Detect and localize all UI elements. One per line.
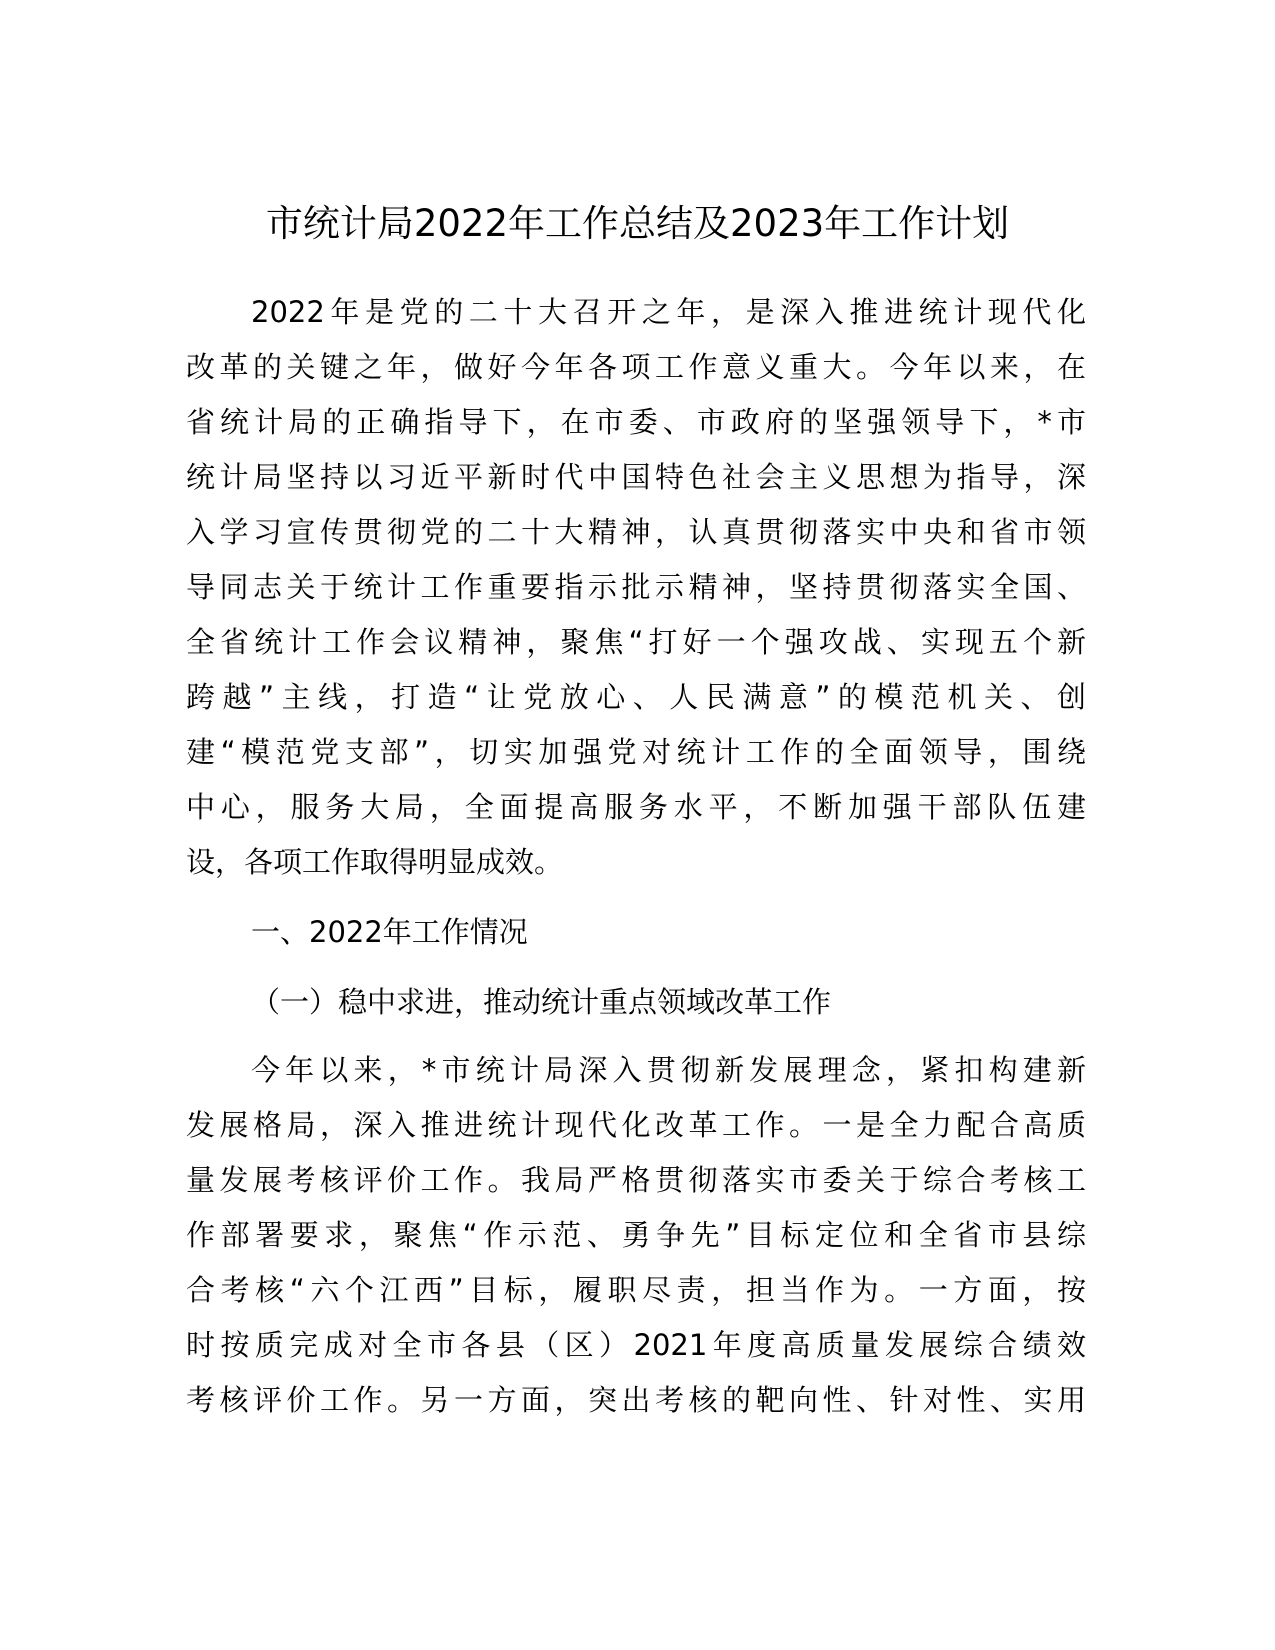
body-line: 发展格局，深入推进统计现代化改革工作。一是全力配合高质 bbox=[186, 1108, 1086, 1142]
intro-line: 设，各项工作取得明显成效。 bbox=[186, 845, 564, 879]
intro-line: 中心，服务大局，全面提高服务水平，不断加强干部队伍建 bbox=[186, 790, 1086, 824]
body-line: 量发展考核评价工作。我局严格贯彻落实市委关于综合考核工 bbox=[186, 1163, 1086, 1197]
body-line: 考核评价工作。另一方面，突出考核的靶向性、针对性、实用 bbox=[186, 1383, 1086, 1417]
intro-line: 改革的关键之年，做好今年各项工作意义重大。今年以来，在 bbox=[186, 350, 1086, 384]
document-title: 市统计局2022年工作总结及2023年工作计划 bbox=[265, 202, 1010, 245]
intro-line: 2022年是党的二十大召开之年，是深入推进统计现代化 bbox=[251, 295, 1086, 329]
body-line: 合考核“六个江西”目标，履职尽责，担当作为。一方面，按 bbox=[186, 1273, 1086, 1307]
intro-line: 建“模范党支部”，切实加强党对统计工作的全面领导，围绕 bbox=[186, 735, 1086, 769]
body-line: 今年以来，*市统计局深入贯彻新发展理念，紧扣构建新 bbox=[251, 1053, 1086, 1087]
body-line: 时按质完成对全市各县（区）2021年度高质量发展综合绩效 bbox=[186, 1328, 1086, 1362]
intro-line: 全省统计工作会议精神，聚焦“打好一个强攻战、实现五个新 bbox=[186, 625, 1086, 659]
intro-line: 入学习宣传贯彻党的二十大精神，认真贯彻落实中央和省市领 bbox=[186, 515, 1086, 549]
intro-line: 跨越”主线，打造“让党放心、人民满意”的模范机关、创 bbox=[186, 680, 1086, 714]
intro-line: 省统计局的正确指导下，在市委、市政府的坚强领导下，*市 bbox=[186, 405, 1086, 439]
subsection-heading: （一）稳中求进，推动统计重点领域改革工作 bbox=[251, 985, 832, 1019]
intro-line: 统计局坚持以习近平新时代中国特色社会主义思想为指导，深 bbox=[186, 460, 1086, 494]
section-heading: 一、2022年工作情况 bbox=[251, 915, 528, 949]
body-line: 作部署要求，聚焦“作示范、勇争先”目标定位和全省市县综 bbox=[186, 1218, 1086, 1252]
intro-line: 导同志关于统计工作重要指示批示精神，坚持贯彻落实全国、 bbox=[186, 570, 1086, 604]
